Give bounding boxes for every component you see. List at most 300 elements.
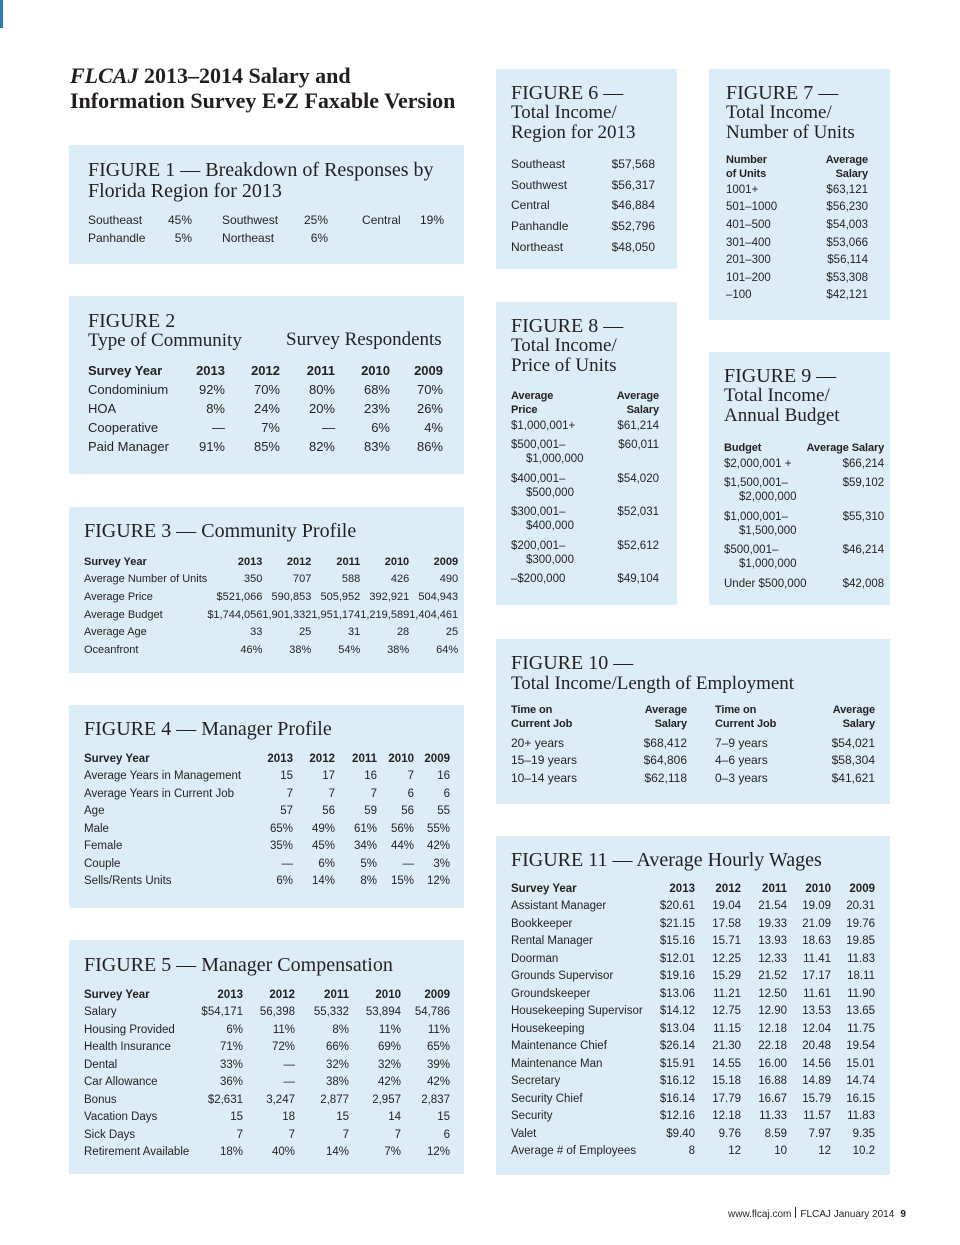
table-cell: 45% [311,840,335,853]
table-row [511,195,655,216]
table-cell: 14.55 [712,1057,741,1070]
table-cell: 21.09 [802,917,831,930]
table-cell: $15.91 [659,1057,695,1070]
table-cell: 2011 [306,363,335,378]
table-cell: Couple [84,857,121,870]
table-cell: 2009 [433,555,459,568]
figure-4-table [84,750,450,890]
table-cell: 82% [308,439,335,454]
table-row [84,623,458,641]
table-cell: $56,317 [611,177,655,192]
table-cell: –$200,000 [511,573,566,585]
table-row [88,437,443,456]
table-cell: 6% [371,420,390,435]
table-cell: 91% [198,439,225,454]
table-cell: 21.52 [758,970,787,983]
table-cell: 2012 [251,363,280,378]
table-cell: Housekeeping [511,1022,585,1035]
page-title: FLCAJ 2013–2014 Salary and Information Survey E•Z Faxable Version [70,63,456,113]
figure-3-table [84,553,458,659]
table-cell: 65% [426,1041,450,1054]
table-cell: 5% [360,857,377,870]
table-cell: 15 [230,1111,243,1124]
table-cell: Vacation Days [84,1111,158,1124]
table-cell: 590,853 [271,590,312,603]
table-cell: 2010 [375,988,401,1001]
table-cell: 11.15 [713,1022,741,1035]
table-cell: 6% [276,875,293,888]
table-cell: — [212,420,225,435]
table-cell: $13.04 [659,1022,695,1035]
table-cell: $500,001– $1,000,000 [724,544,797,570]
table-cell: 69% [377,1041,401,1054]
table-cell: Southeast [511,157,566,172]
table-row [726,287,868,305]
table-cell: 42% [426,1076,450,1089]
table-cell: 3,247 [266,1093,295,1106]
table-cell: 44% [390,840,414,853]
table-cell: $54,021 [831,735,875,750]
table-cell: 7.97 [808,1127,831,1140]
table-cell: 39% [426,1058,450,1071]
table-cell: 15% [390,875,414,888]
table-cell: 21.54 [758,900,787,913]
table-row [511,1090,875,1108]
figure-2-subtitle: Type of Community [88,330,242,351]
figure-6 [496,69,677,269]
table-cell: 11.41 [803,952,831,965]
table-cell: $52,612 [617,539,659,552]
table-cell: 7% [384,1146,401,1159]
table-cell: 38% [289,643,312,656]
table-cell: Average Years in Management [84,770,242,783]
table-cell: 56 [322,805,335,818]
table-cell: $53,308 [826,271,868,284]
table-row [724,543,884,577]
table-row [84,571,458,589]
table-cell: $300,001– $400,000 [511,506,574,532]
table-cell: 19.09 [802,900,831,913]
table-cell: Condominium [88,382,169,397]
figure-9-title: FIGURE 9 — [724,365,837,387]
table-header-row: Average Price Average Salary [511,390,659,416]
table-row [726,216,868,234]
table-cell: 10–14 years [511,770,578,785]
table-row [724,457,884,476]
table-cell: 4% [424,420,443,435]
table-cell: 14.74 [846,1075,875,1088]
table-cell: $13.06 [659,987,695,1000]
table-cell: Under $500,000 [724,577,807,590]
table-cell: 22.18 [758,1040,787,1053]
table-cell: 57 [280,805,293,818]
table-cell: 56% [390,822,414,835]
table-cell: 18 [282,1111,295,1124]
table-row [511,216,655,237]
figure-10-subtitle: Total Income/Length of Employment [511,673,795,694]
table-row [511,752,875,770]
table-cell: 707 [292,573,312,586]
table-cell: 11% [272,1023,295,1036]
table-cell: 25 [299,626,312,639]
table-cell: 14% [325,1146,349,1159]
table-row [511,1143,875,1161]
table-cell: 7 [286,787,293,800]
table-cell: 8.59 [764,1127,787,1140]
table-cell: 19.54 [846,1040,875,1053]
table-cell: Survey Year [84,555,147,568]
table-cell: 8% [206,401,225,416]
table-cell: 2013 [669,882,695,895]
table-cell: 35% [269,840,293,853]
table-cell: $48,050 [611,239,655,254]
table-cell: 16 [364,770,377,783]
table-cell: Male [84,822,109,835]
table-cell: 40% [271,1146,295,1159]
figure-4-title: FIGURE 4 — Manager Profile [84,718,332,740]
table-cell: 24% [253,401,280,416]
table-cell: 1001+ [726,183,759,196]
table-cell: 7 [288,1128,295,1141]
table-row [511,572,659,591]
figure-2-title: FIGURE 2 [88,310,176,332]
table-cell: 13.93 [758,935,787,948]
table-row [84,785,450,803]
table-header-row: Budget Average Salary [724,442,885,454]
table-cell: Average Price [84,590,153,603]
table-cell: 65% [269,822,293,835]
figure-8 [496,302,677,605]
table-row [511,1020,875,1038]
table-cell: Average # of Employees [511,1145,637,1158]
table-cell: 12.75 [712,1005,741,1018]
table-cell: 11.83 [847,952,875,965]
page-footer [728,1207,906,1220]
table-cell: 15–19 years [511,753,578,768]
table-cell: 92% [198,382,225,397]
table-cell: 15.71 [712,935,741,948]
table-cell: 11.83 [847,1110,875,1123]
table-cell: 55,332 [313,1006,349,1019]
table-cell: 2011 [352,752,377,765]
table-cell: 12.25 [712,952,741,965]
table-row [511,968,875,986]
table-cell: 2013 [196,363,225,378]
table-cell: 16 [437,770,450,783]
table-cell: 13.53 [802,1005,831,1018]
table-cell: 72% [271,1041,295,1054]
table-cell: 12.90 [758,1005,787,1018]
table-cell: — [281,857,293,870]
table-cell: 19.04 [712,900,741,913]
table-row [84,1004,450,1022]
table-cell: 16.88 [758,1075,787,1088]
table-cell: 2009 [424,988,450,1001]
table-cell: Car Allowance [84,1076,158,1089]
figure-7 [709,69,890,320]
figure-8-table [511,389,659,591]
table-cell: Security [511,1110,553,1123]
table-cell: Cooperative [88,420,159,435]
table-row [84,768,450,786]
table-row [88,399,443,418]
table-cell: $20.61 [659,900,695,913]
table-cell: 15 [336,1111,349,1124]
table-cell: Retirement Available [84,1146,190,1159]
table-cell: 42% [377,1076,401,1089]
table-cell: 19.76 [846,917,875,930]
figure-6-table [511,154,655,257]
table-row [724,476,884,510]
table-cell: 17.79 [712,1092,741,1105]
table-cell: 53,894 [365,1006,401,1019]
table-cell: $1,744,056 [207,608,263,621]
table-cell: 17 [322,770,335,783]
table-cell: 2012 [269,988,295,1001]
table-cell: Sick Days [84,1128,136,1141]
table-cell: $64,806 [643,753,687,768]
figure-1-table [88,211,444,247]
table-cell: 11.75 [847,1022,875,1035]
table-cell: $200,001– $300,000 [511,539,574,566]
table-cell: 12% [426,1146,450,1159]
figure-1 [69,145,464,264]
table-cell: 12.18 [712,1110,741,1123]
table-cell: 2,877 [320,1093,349,1106]
table-cell: 49% [311,822,335,835]
table-cell: Groundskeeper [511,987,591,1000]
table-cell: 2010 [388,752,414,765]
table-cell: Average Years in Current Job [84,787,235,800]
table-row [511,1073,875,1091]
table-cell: Salary [84,1006,117,1019]
table-row [511,1125,875,1143]
table-row [84,1109,450,1127]
table-cell: 4–6 years [715,753,768,768]
table-cell: 12.50 [758,987,787,1000]
table-cell: Bookkeeper [511,917,573,930]
table-cell: Valet [511,1127,537,1140]
table-row [84,606,458,624]
table-cell: 32% [377,1058,401,1071]
table-cell: 2,957 [372,1093,401,1106]
table-cell: 33 [250,626,263,639]
table-cell: 16.15 [846,1092,875,1105]
table-cell: Southwest [511,177,568,192]
table-cell: 301–400 [726,236,771,249]
table-cell: 20% [308,401,335,416]
table-cell: 55 [437,805,450,818]
table-row [511,734,875,752]
table-cell: 2013 [217,988,243,1001]
table-cell: 7 [328,787,335,800]
table-cell: 505,952 [320,590,361,603]
table-cell: 71% [219,1041,243,1054]
table-cell: –100 [726,289,752,302]
table-cell: 14.56 [802,1057,831,1070]
table-cell: 34% [353,840,377,853]
table-cell: 7 [236,1128,243,1141]
table-cell: 7–9 years [715,735,768,750]
table-row [724,510,884,544]
table-cell: 38% [387,643,410,656]
table-row [511,985,875,1003]
table-cell: 66% [325,1041,349,1054]
table-cell: $52,796 [611,219,655,234]
figure-10-title: FIGURE 10 — [511,652,634,674]
table-cell: 2011 [324,988,349,1001]
table-cell: Secretary [511,1075,561,1088]
figure-7-title: FIGURE 7 — [726,82,839,104]
table-cell: 11.33 [759,1110,787,1123]
table-cell: 426 [390,573,410,586]
table-cell: 61% [353,822,377,835]
table-cell: 201–300 [726,254,771,267]
table-cell: $46,884 [611,198,655,213]
table-row [726,251,868,269]
figure-6-title: FIGURE 6 — [511,82,624,104]
table-cell: Maintenance Chief [511,1040,607,1053]
table-cell: 12.33 [758,952,787,965]
table-cell: Oceanfront [84,643,139,656]
table-cell: $58,304 [831,753,875,768]
table-cell: 17.58 [712,917,741,930]
table-cell: 490 [439,573,459,586]
table-header-row [511,880,875,898]
table-cell: 20.48 [802,1040,831,1053]
table-row [511,769,875,787]
table-cell: $49,104 [617,573,659,585]
table-cell: 12 [728,1145,741,1158]
table-cell: $400,001– $500,000 [511,472,574,499]
table-cell: $26.14 [659,1040,695,1053]
table-header-row: Number of Units Average Salary [726,154,868,180]
table-cell: 2012 [286,555,312,568]
table-cell: 85% [253,439,280,454]
table-cell: 20.31 [846,900,875,913]
table-cell: 13.65 [846,1005,875,1018]
table-cell: $21.15 [659,917,695,930]
table-cell: 70% [416,382,443,397]
table-spacer [687,752,715,770]
table-cell: 6 [443,1128,450,1141]
table-cell: 80% [308,382,335,397]
table-cell: 18.11 [847,970,875,983]
table-cell: 588 [341,573,361,586]
table-cell: 32% [325,1058,349,1071]
figure-11 [496,836,890,1175]
table-cell: 10 [774,1145,787,1158]
figure-3 [69,507,464,673]
table-cell: Security Chief [511,1092,583,1105]
table-cell: — [283,1076,295,1089]
table-cell: 6% [226,1023,243,1036]
table-cell: 1,404,461 [409,608,459,621]
table-row [88,380,443,399]
table-cell: 1,951,174 [311,608,361,621]
table-cell: 2,837 [421,1093,450,1106]
table-row [511,438,659,472]
table-cell: Average Age [84,626,147,639]
table-row [511,236,655,257]
table-row [84,1074,450,1092]
table-cell: $59,102 [842,477,885,489]
table-cell: 3% [433,857,450,870]
table-cell: 56 [401,805,414,818]
table-cell: 1,219,589 [360,608,410,621]
table-row [511,915,875,933]
table-cell: 8% [332,1023,349,1036]
table-cell: 11% [378,1023,401,1036]
table-cell: 15.79 [802,1092,831,1105]
table-cell: Maintenance Man [511,1057,603,1070]
figure-10 [496,639,890,804]
table-cell: 15.29 [712,970,741,983]
table-cell: HOA [88,401,117,416]
table-cell: 7 [370,787,377,800]
table-cell: 68% [363,382,390,397]
table-cell: Housing Provided [84,1023,175,1036]
table-cell: $52,031 [617,506,659,518]
table-cell: $54,020 [617,472,659,485]
footer-url[interactable]: www.flcaj.com [728,1209,792,1220]
table-row [84,1144,450,1162]
table-row [726,199,868,217]
table-cell: $9.40 [666,1127,695,1140]
table-cell: $61,214 [617,420,659,432]
table-cell: Bonus [84,1093,117,1106]
table-cell: $60,011 [618,439,659,451]
table-cell: Northeast [511,239,564,254]
table-cell: 7 [342,1128,349,1141]
table-cell: 2012 [309,752,335,765]
table-cell: 2010 [805,882,831,895]
table-cell: 15.18 [712,1075,741,1088]
table-row [511,898,875,916]
table-row [84,641,458,659]
table-cell: $16.14 [659,1092,695,1105]
table-cell: 12.04 [802,1022,831,1035]
table-cell: — [283,1058,295,1071]
figure-9-subtitle: Total Income/ Annual Budget [724,385,840,426]
figure-10-table [511,703,875,787]
table-cell: 18% [219,1146,243,1159]
table-cell: $57,568 [611,157,655,172]
table-cell: — [402,857,414,870]
table-cell: Doorman [511,952,559,965]
table-cell: 501–1000 [726,201,778,214]
table-row [511,505,659,539]
table-cell: Paid Manager [88,439,169,454]
table-row [84,1126,450,1144]
table-header-row [88,361,443,380]
table-cell: $53,066 [826,236,868,249]
table-row [511,419,659,438]
table-cell: $15.16 [659,935,695,948]
table-cell: Health Insurance [84,1041,171,1054]
table-cell: $68,412 [643,735,687,750]
table-cell: 54,786 [414,1006,450,1019]
table-cell: 21.30 [712,1040,741,1053]
table-cell: 64% [436,643,459,656]
table-cell: Age [84,805,105,818]
table-cell: 11% [427,1023,450,1036]
table-cell: 101–200 [726,271,771,284]
table-header-row [84,750,450,768]
table-cell: $66,214 [842,458,885,470]
table-header-row: Time on Current Job Average Salary Time on Current Job Average Salary [511,704,875,730]
table-cell: $19.16 [659,970,695,983]
